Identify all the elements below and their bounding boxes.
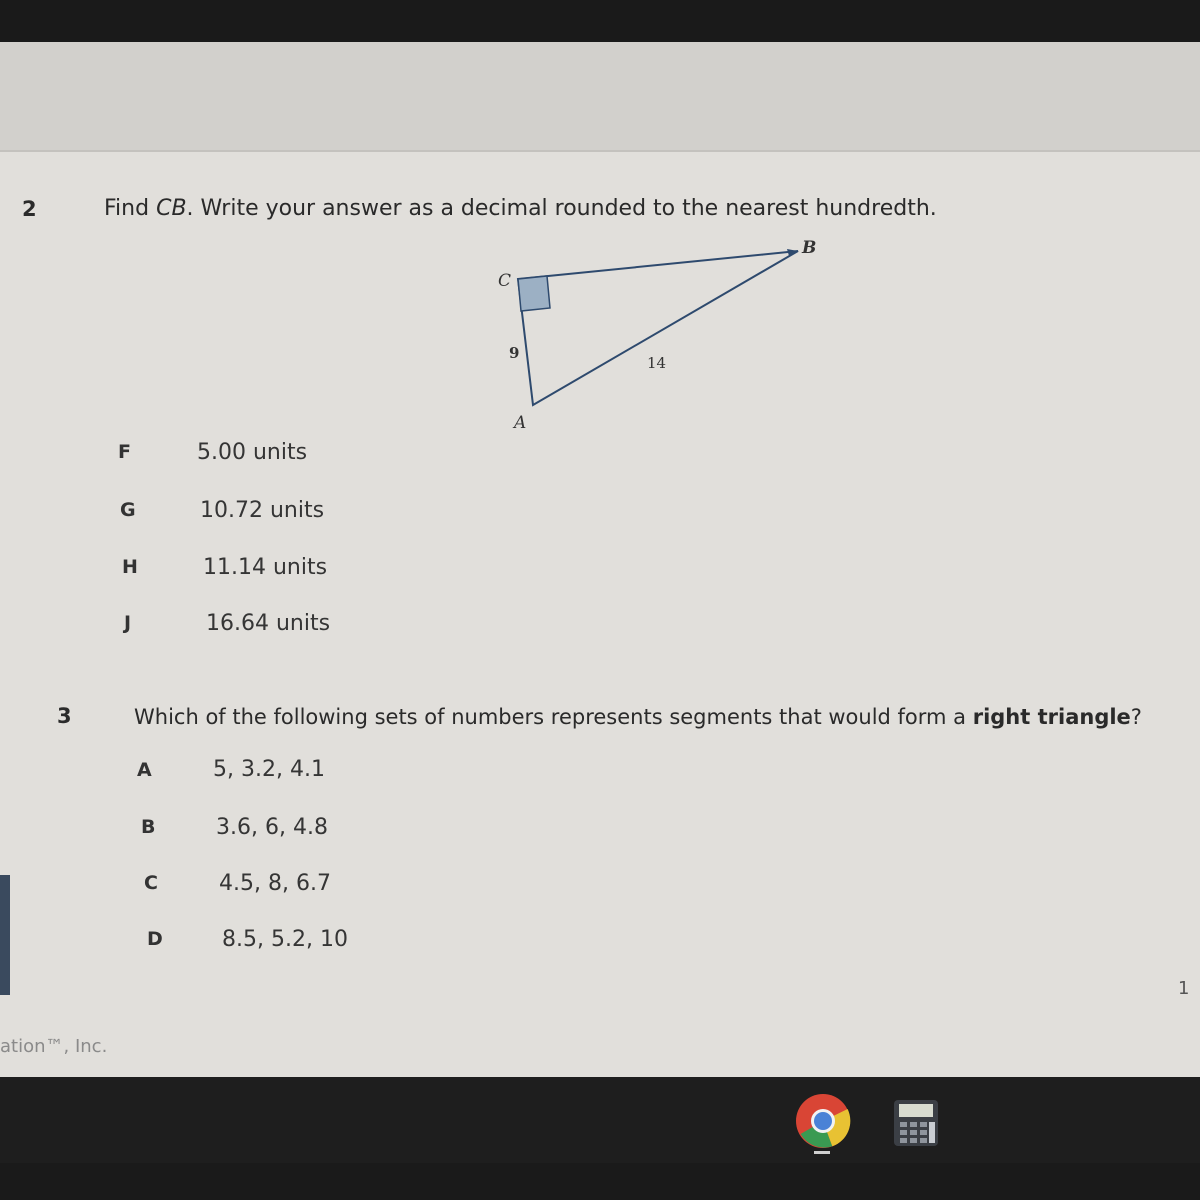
option-d-text[interactable]: 8.5, 5.2, 10	[222, 927, 348, 952]
option-c-letter[interactable]: C	[144, 872, 158, 894]
question-3-prompt	[134, 705, 1142, 729]
prompt-prefix: Which of the following sets of numbers represents segments that would form a	[134, 705, 973, 729]
vertex-label-a: A	[514, 413, 527, 433]
option-h-letter[interactable]: H	[122, 556, 138, 578]
taskbar-chrome-button[interactable]	[795, 1093, 851, 1153]
calculator-icon	[892, 1098, 940, 1148]
taskbar	[0, 1077, 1200, 1163]
option-j-text[interactable]: 16.64 units	[206, 611, 331, 636]
question-3-number: 3	[57, 704, 72, 728]
vertex-label-c: C	[498, 271, 512, 291]
option-c-text[interactable]: 4.5, 8, 6.7	[219, 871, 331, 896]
sidebar-edge	[0, 875, 10, 995]
prompt-prefix: Find	[104, 196, 157, 221]
chrome-icon	[795, 1093, 851, 1149]
prompt-suffix: . Write your answer as a decimal rounded to the nearest hundredth.	[186, 196, 937, 221]
option-g-letter[interactable]: G	[120, 499, 136, 521]
option-h-text[interactable]: 11.14 units	[203, 555, 328, 580]
question-2-prompt	[104, 196, 937, 221]
side-label-ab: 14	[647, 354, 667, 372]
triangle-diagram	[480, 230, 840, 435]
page-number: 1	[1178, 978, 1190, 999]
option-d-letter[interactable]: D	[147, 928, 163, 950]
vertex-label-b: B	[802, 238, 817, 258]
taskbar-calculator-button[interactable]	[892, 1098, 940, 1152]
triangle-shape	[518, 251, 798, 405]
option-g-text[interactable]: 10.72 units	[200, 498, 325, 523]
option-f-text[interactable]: 5.00 units	[197, 440, 308, 465]
option-b-letter[interactable]: B	[141, 816, 156, 838]
prompt-bold: right triangle	[972, 705, 1131, 729]
side-label-ca: 9	[509, 344, 520, 362]
header-band	[0, 42, 1200, 152]
option-f-letter[interactable]: F	[118, 441, 131, 463]
option-a-letter[interactable]: A	[137, 759, 152, 781]
active-app-indicator	[814, 1151, 830, 1154]
prompt-suffix: ?	[1130, 705, 1142, 729]
prompt-variable: CB	[156, 196, 187, 221]
option-b-text[interactable]: 3.6, 6, 4.8	[216, 815, 328, 840]
copyright-footer: ation™, Inc.	[0, 1036, 108, 1057]
right-angle-marker	[518, 276, 550, 311]
option-j-letter[interactable]: J	[124, 612, 132, 634]
question-2-number: 2	[22, 197, 37, 221]
option-a-text[interactable]: 5, 3.2, 4.1	[213, 757, 325, 782]
